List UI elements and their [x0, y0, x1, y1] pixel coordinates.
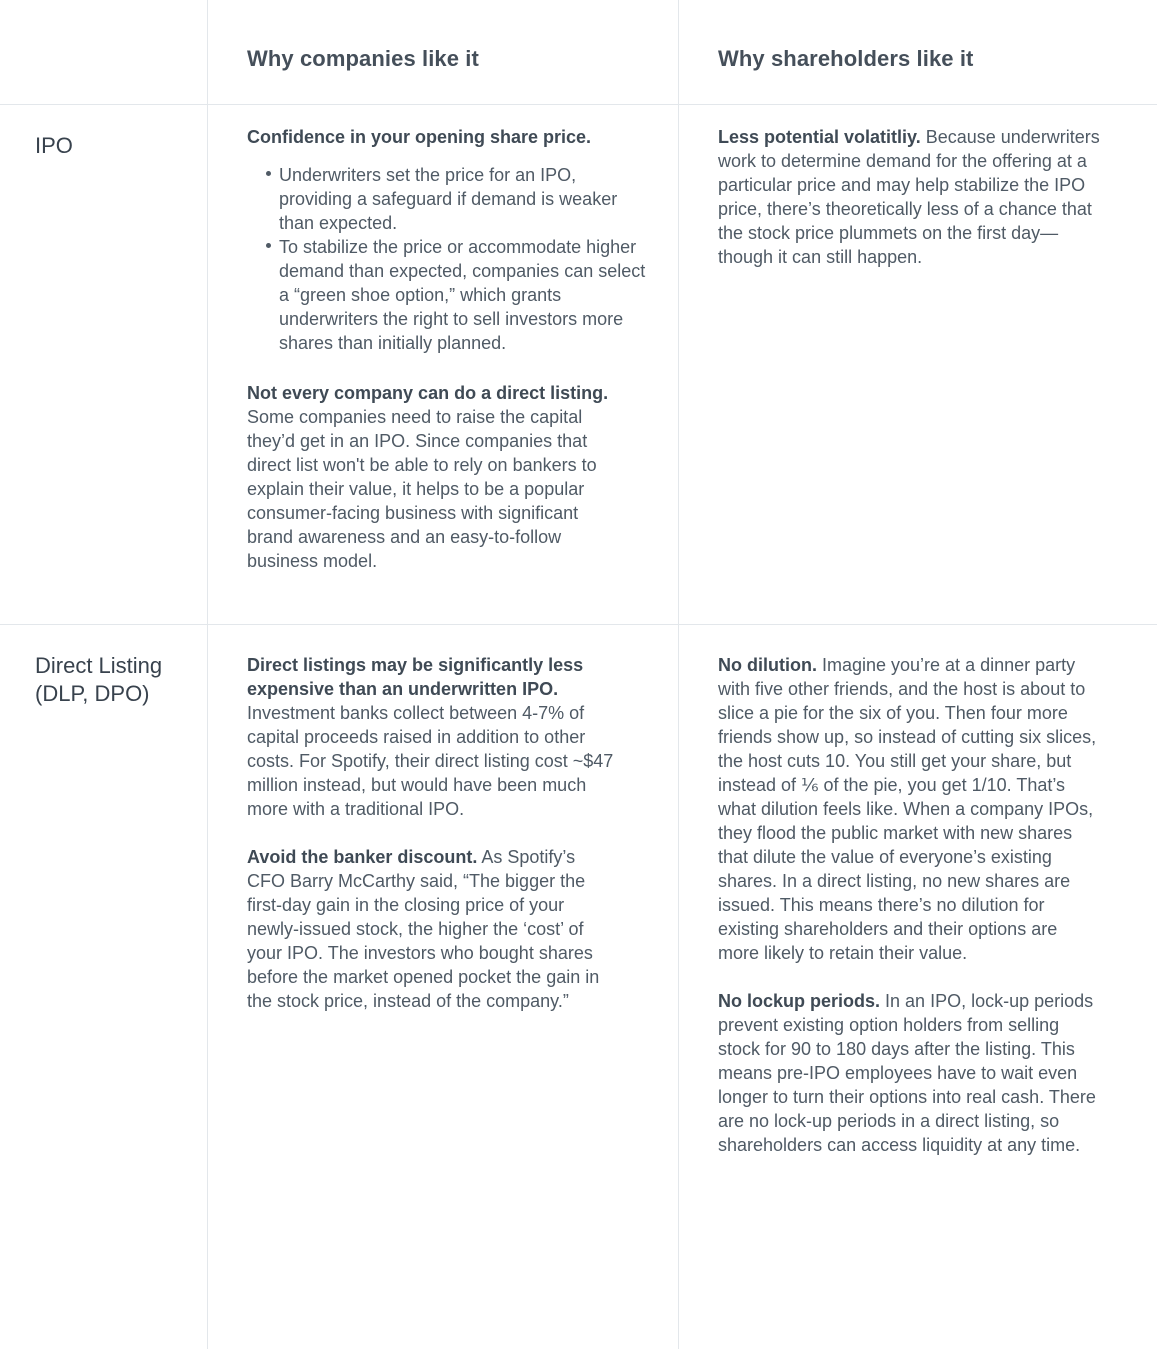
column-header-companies: Why companies like it [247, 46, 479, 71]
direct-listing-shareholders-paragraph-2: No lockup periods. In an IPO, lock-up periods prevent existing option holders from selling stock for 90 to 180 days after the listing. This means pre-IPO employees have to wait even longer to turn their options into real cash. There are no lock-up periods in a direct listing, so shareholders can access liquidity at any time. [718, 991, 1096, 1155]
list-item: To stabilize the price or accommodate higher demand than expected, companies can select a “green shoe option,” which grants underwriters the right to sell investors more shares than initially planned. [279, 235, 647, 355]
row-header-ipo: IPO [35, 133, 73, 158]
ipo-companies-lead: Confidence in your opening share price. [247, 127, 592, 147]
ipo-companies-paragraph: Not every company can do a direct listing. Some companies need to raise the capital they’d get in an IPO. Since companies that direct list won't be able to rely on bankers to explain their value, it helps to be a popular consumer-facing business with significant brand awareness and an easy-to-follow business model. [247, 383, 609, 571]
direct-listing-companies-paragraph-2: Avoid the banker discount. As Spotify’s CFO Barry McCarthy said, “The bigger the first-day gain in the closing price of your newly-issued stock, the higher the ‘cost’ of your IPO. The investors who bought shares before the market opened pocket the gain in the stock price, instead of the company.” [247, 847, 600, 1011]
direct-listing-companies-cell [247, 653, 615, 1013]
column-header-shareholders: Why shareholders like it [718, 46, 974, 71]
row-divider [0, 624, 1157, 625]
direct-listing-shareholders-cell [718, 653, 1100, 1157]
ipo-shareholders-cell [718, 125, 1100, 269]
header-divider [0, 104, 1157, 105]
row-header-direct-listing: Direct Listing (DLP, DPO) [35, 653, 163, 706]
column-divider-1 [207, 0, 208, 1349]
list-item: Underwriters set the price for an IPO, providing a safeguard if demand is weaker than expected. [279, 163, 647, 235]
ipo-companies-bullet-list [247, 163, 647, 355]
column-divider-2 [678, 0, 679, 1349]
bullet-icon [266, 243, 271, 248]
ipo-shareholders-paragraph: Less potential volatitliy. Because underwriters work to determine demand for the offering at a particular price and may help stabilize the IPO price, there’s theoretically less of a chance that the stock price plummets on the first day—though it can still happen. [718, 127, 1100, 267]
ipo-companies-cell [247, 125, 647, 573]
bullet-icon [266, 171, 271, 176]
direct-listing-shareholders-paragraph-1: No dilution. Imagine you’re at a dinner party with five other friends, and the host is about to slice a pie for the six of you. Then four more friends show up, so instead of cutting six slices, the host cuts 10. You still get your share, but instead of ⅙ of the pie, you get 1/10. That’s what dilution feels like. When a company IPOs, they flood the public market with new shares that dilute the value of everyone’s existing shares. In a direct listing, no new shares are issued. This means there’s no dilution for existing shareholders and their options are more likely to retain their value. [718, 655, 1097, 963]
direct-listing-companies-paragraph-1: Direct listings may be significantly less expensive than an underwritten IPO. Investment banks collect between 4-7% of capital proceeds raised in addition to other costs. For Spotify, their direct listing cost ~$47 million instead, but would have been much more with a traditional IPO. [247, 655, 614, 819]
